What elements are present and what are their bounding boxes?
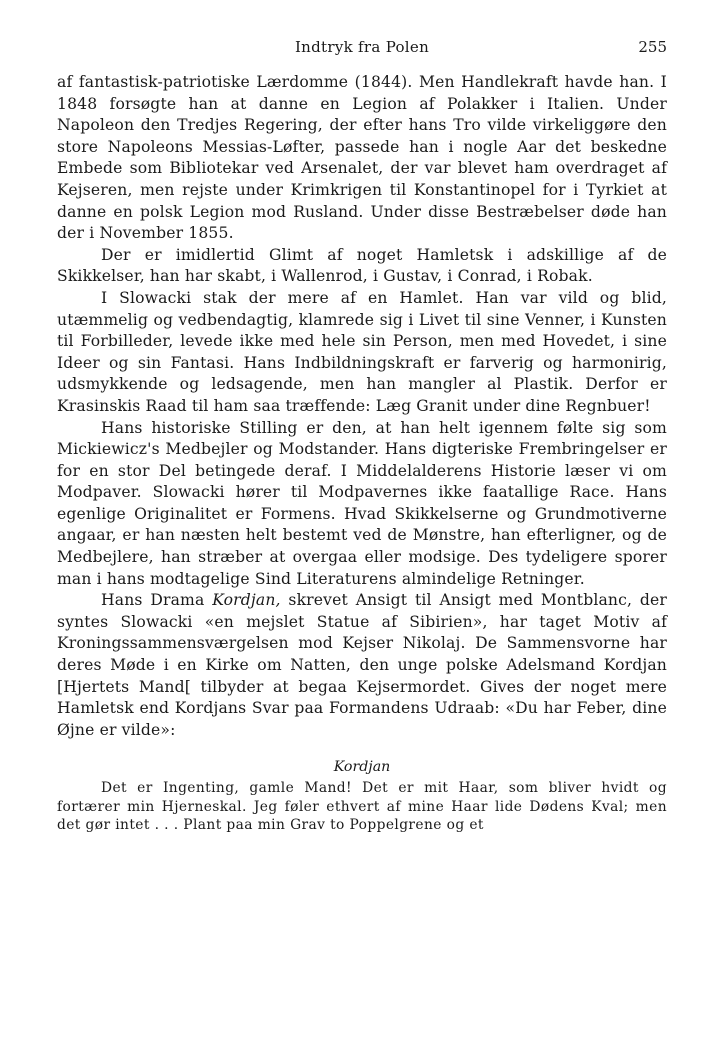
book-page: [57, 30, 667, 834]
paragraph-2: Der er imidlertid Glimt af noget Hamletsk i adskillige af de Skikkelser, han har skabt, i Wallenrod, i Gustav, i Conrad, i Robak.: [57, 245, 667, 286]
paragraph-5-lead: Hans Drama: [101, 591, 213, 610]
paragraph-4: Hans historiske Stilling er den, at han helt igennem følte sig som Mickiewicz's Medbejler og Modstander. Hans digteriske Frembringelser er for en stor Del betingede deraf. I Middelalderens Historie læser vi om Modpaver. Slowacki hører til Modpavernes ikke faatallige Race. Hans egenlige Originalitet er Formens. Hvad Skikkelserne og Grundmotiverne angaar, er han næsten helt bestemt ved de Mønstre, han efterligner, og de Medbejlere, han stræber at overgaa eller modsige. Des tydeligere sporer man i hans modtagelige Sind Literaturens almindelige Retninger.: [57, 418, 667, 588]
paragraph-3: I Slowacki stak der mere af en Hamlet. Han var vild og blid, utæmmelig og vedbendagtig, klamrede sig i Livet til sine Venner, i Kunsten til Forbilleder, levede ikke med hele sin Person, men med Hovedet, i sine Ideer og sin Fantasi. Hans Indbildningskraft er farverig og harmonirig, udsmykkende og ledsagende, men han mangler al Plastik. Derfor er Krasinskis Raad til ham saa træffende: Læg Granit under dine Regnbuer!: [57, 288, 667, 415]
paragraph-5: [57, 590, 667, 741]
excerpt-text: Det er Ingenting, gamle Mand! Det er mit Haar, som bliver hvidt og fortærer min Hjerneskal. Jeg føler ethvert af mine Haar lide Dødens Kval; men det gør intet . . . Plant paa min Grav to Poppelgrene og et: [57, 780, 667, 833]
excerpt-speaker: Kordjan: [333, 759, 391, 776]
paragraph-1: af fantastisk-patriotiske Lærdomme (1844). Men Handlekraft havde han. I 1848 forsøgte han at danne en Legion af Polakker i Italien. Under Napoleon den Tredjes Regering, der efter hans Tro vilde virkeliggøre den store Napoleons Messias-Løfter, passede han i nogle Aar det beskedne Embede som Bibliotekar ved Arsenalet, der var blevet ham overdraget af Kejseren, men rejste under Krimkrigen til Konstantinopel for i Tyrkiet at danne en polsk Legion mod Rusland. Under disse Bestræbelser døde han der i November 1855.: [57, 73, 667, 243]
running-title: Indtryk fra Polen: [294, 38, 430, 56]
paragraph-5-rest: skrevet Ansigt til Ansigt med Montblanc, der syntes Slowacki «en mejslet Statue af Sibirien», har taget Motiv af Kroningssammensværgelsen mod Kejser Nikolaj. De Sammensvorne har deres Møde i en Kirke om Natten, den unge polske Adelsmand Kordjan [Hjertets Mand[ tilbyder at begaa Kejsermordet. Gives der noget mere Hamletsk end Kordjans Svar paa Formandens Udraab: «Du har Feber, dine Øjne er vilde»:: [57, 591, 667, 739]
drama-title: Kordjan,: [212, 591, 281, 610]
excerpt-block: [57, 779, 667, 834]
body-text: [57, 72, 667, 741]
page-number: 255: [638, 38, 667, 56]
page-header: [57, 30, 667, 60]
